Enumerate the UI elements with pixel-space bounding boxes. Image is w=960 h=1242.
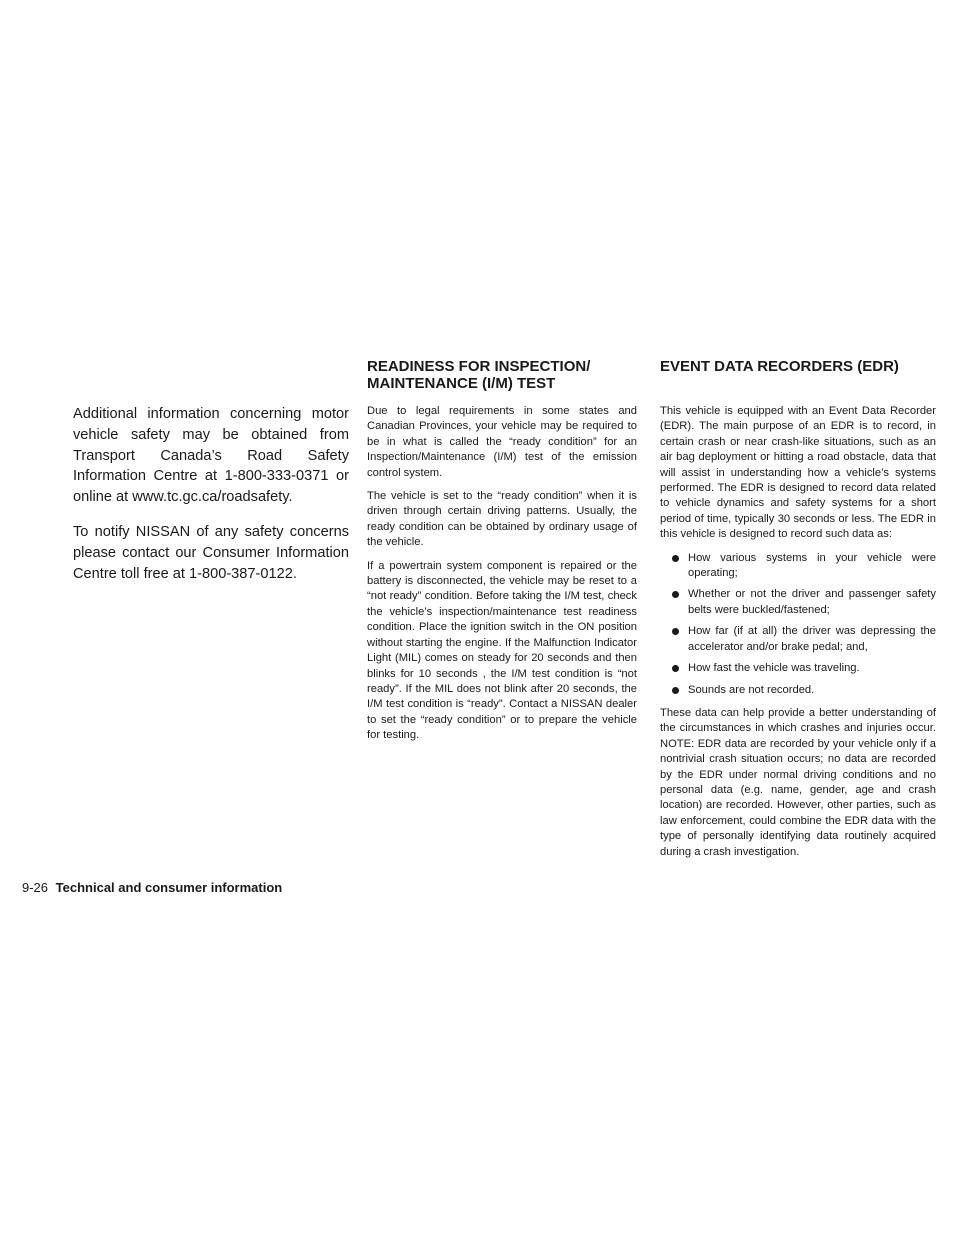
edr-heading-text: EVENT DATA RECORDERS (EDR) — [660, 358, 899, 375]
bullet-icon — [672, 665, 679, 672]
im-legal-paragraph: Due to legal requirements in some states and Canadian Provinces, your vehicle may be required to be in what is called the “ready condition” for an Inspection/Maintenance (I/M) test of the emission control system. — [367, 405, 637, 479]
im-ready-condition-paragraph: The vehicle is set to the “ready condition” when it is driven through certain driving patterns. Usually, the ready condition can be obtained by ordinary usage of the vehicle. — [367, 490, 637, 549]
column-im-test — [367, 358, 637, 752]
bullet-icon — [672, 687, 679, 694]
bullet-icon — [672, 628, 679, 635]
edr-closing-paragraph: These data can help provide a better understanding of the circumstances in which crashes and injuries occur. NOTE: EDR data are recorded by your vehicle only if a nontrivial crash situation occurs; no data are recorded by the EDR under normal driving conditions and no personal data (e.g. name, gender, age and crash location) are recorded. However, other parties, such as law enforcement, could combine the EDR data with the type of personally identifying data routinely acquired during a crash investigation. — [660, 706, 936, 858]
im-test-heading — [367, 358, 637, 404]
chapter-title: Technical and consumer information — [55, 880, 283, 895]
list-item-text: Sounds are not recorded. — [688, 683, 815, 696]
im-test-heading-line1: READINESS FOR INSPECTION/ — [367, 358, 591, 375]
column-edr — [660, 358, 936, 868]
page-number: 9-26 — [22, 880, 49, 895]
column-contact-info — [73, 404, 349, 598]
list-item-text: How far (if at all) the driver was depressing the accelerator and/or brake pedal; and, — [688, 625, 936, 653]
edr-intro-paragraph: This vehicle is equipped with an Event Data Recorder (EDR). The main purpose of an EDR is to record, in certain crash or near crash-like situations, such as an air bag deployment or hitting a road obstacle, data that will assist in understanding how a vehicle’s systems performed. The EDR is designed to record data related to vehicle dynamics and safety systems for a short period of time, typically 30 seconds or less. The EDR in this vehicle is designed to record such data as: — [660, 405, 936, 541]
road-safety-paragraph: Additional information concerning motor vehicle safety may be obtained from Transport Canada’s Road Safety Information Centre at 1-800-333-0371 or online at www.tc.gc.ca/roadsafety. — [73, 406, 349, 506]
page-footer — [22, 880, 282, 896]
im-reset-paragraph: If a powertrain system component is repaired or the battery is disconnected, the vehicle may be reset to a “not ready” condition. Before taking the I/M test, check the vehicle’s inspection/maintenance test readiness condition. Place the ignition switch in the ON position without starting the engine. If the Malfunction Indicator Light (MIL) comes on steady for 20 seconds and then blinks for 10 seconds , the I/M test condition is “not ready”. If the MIL does not blink after 20 seconds, the I/M test condition is “ready”. Contact a NISSAN dealer to set the “ready condition” or to prepare the vehicle for testing. — [367, 559, 637, 742]
im-test-heading-line2: MAINTENANCE (I/M) TEST — [367, 375, 556, 392]
edr-data-list — [660, 551, 936, 698]
bullet-icon — [672, 591, 679, 598]
list-item-text: Whether or not the driver and passenger safety belts were buckled/fastened; — [688, 588, 936, 616]
list-item — [660, 587, 936, 618]
edr-heading — [660, 358, 936, 404]
bullet-icon — [672, 555, 679, 562]
list-item — [660, 551, 936, 582]
list-item — [660, 661, 936, 676]
list-item — [660, 624, 936, 655]
list-item-text: How fast the vehicle was traveling. — [688, 662, 860, 675]
list-item — [660, 683, 936, 698]
safety-concerns-paragraph: To notify NISSAN of any safety concerns please contact our Consumer Information Centre toll free at 1-800-387-0122. — [73, 523, 349, 582]
list-item-text: How various systems in your vehicle were operating; — [688, 551, 936, 580]
